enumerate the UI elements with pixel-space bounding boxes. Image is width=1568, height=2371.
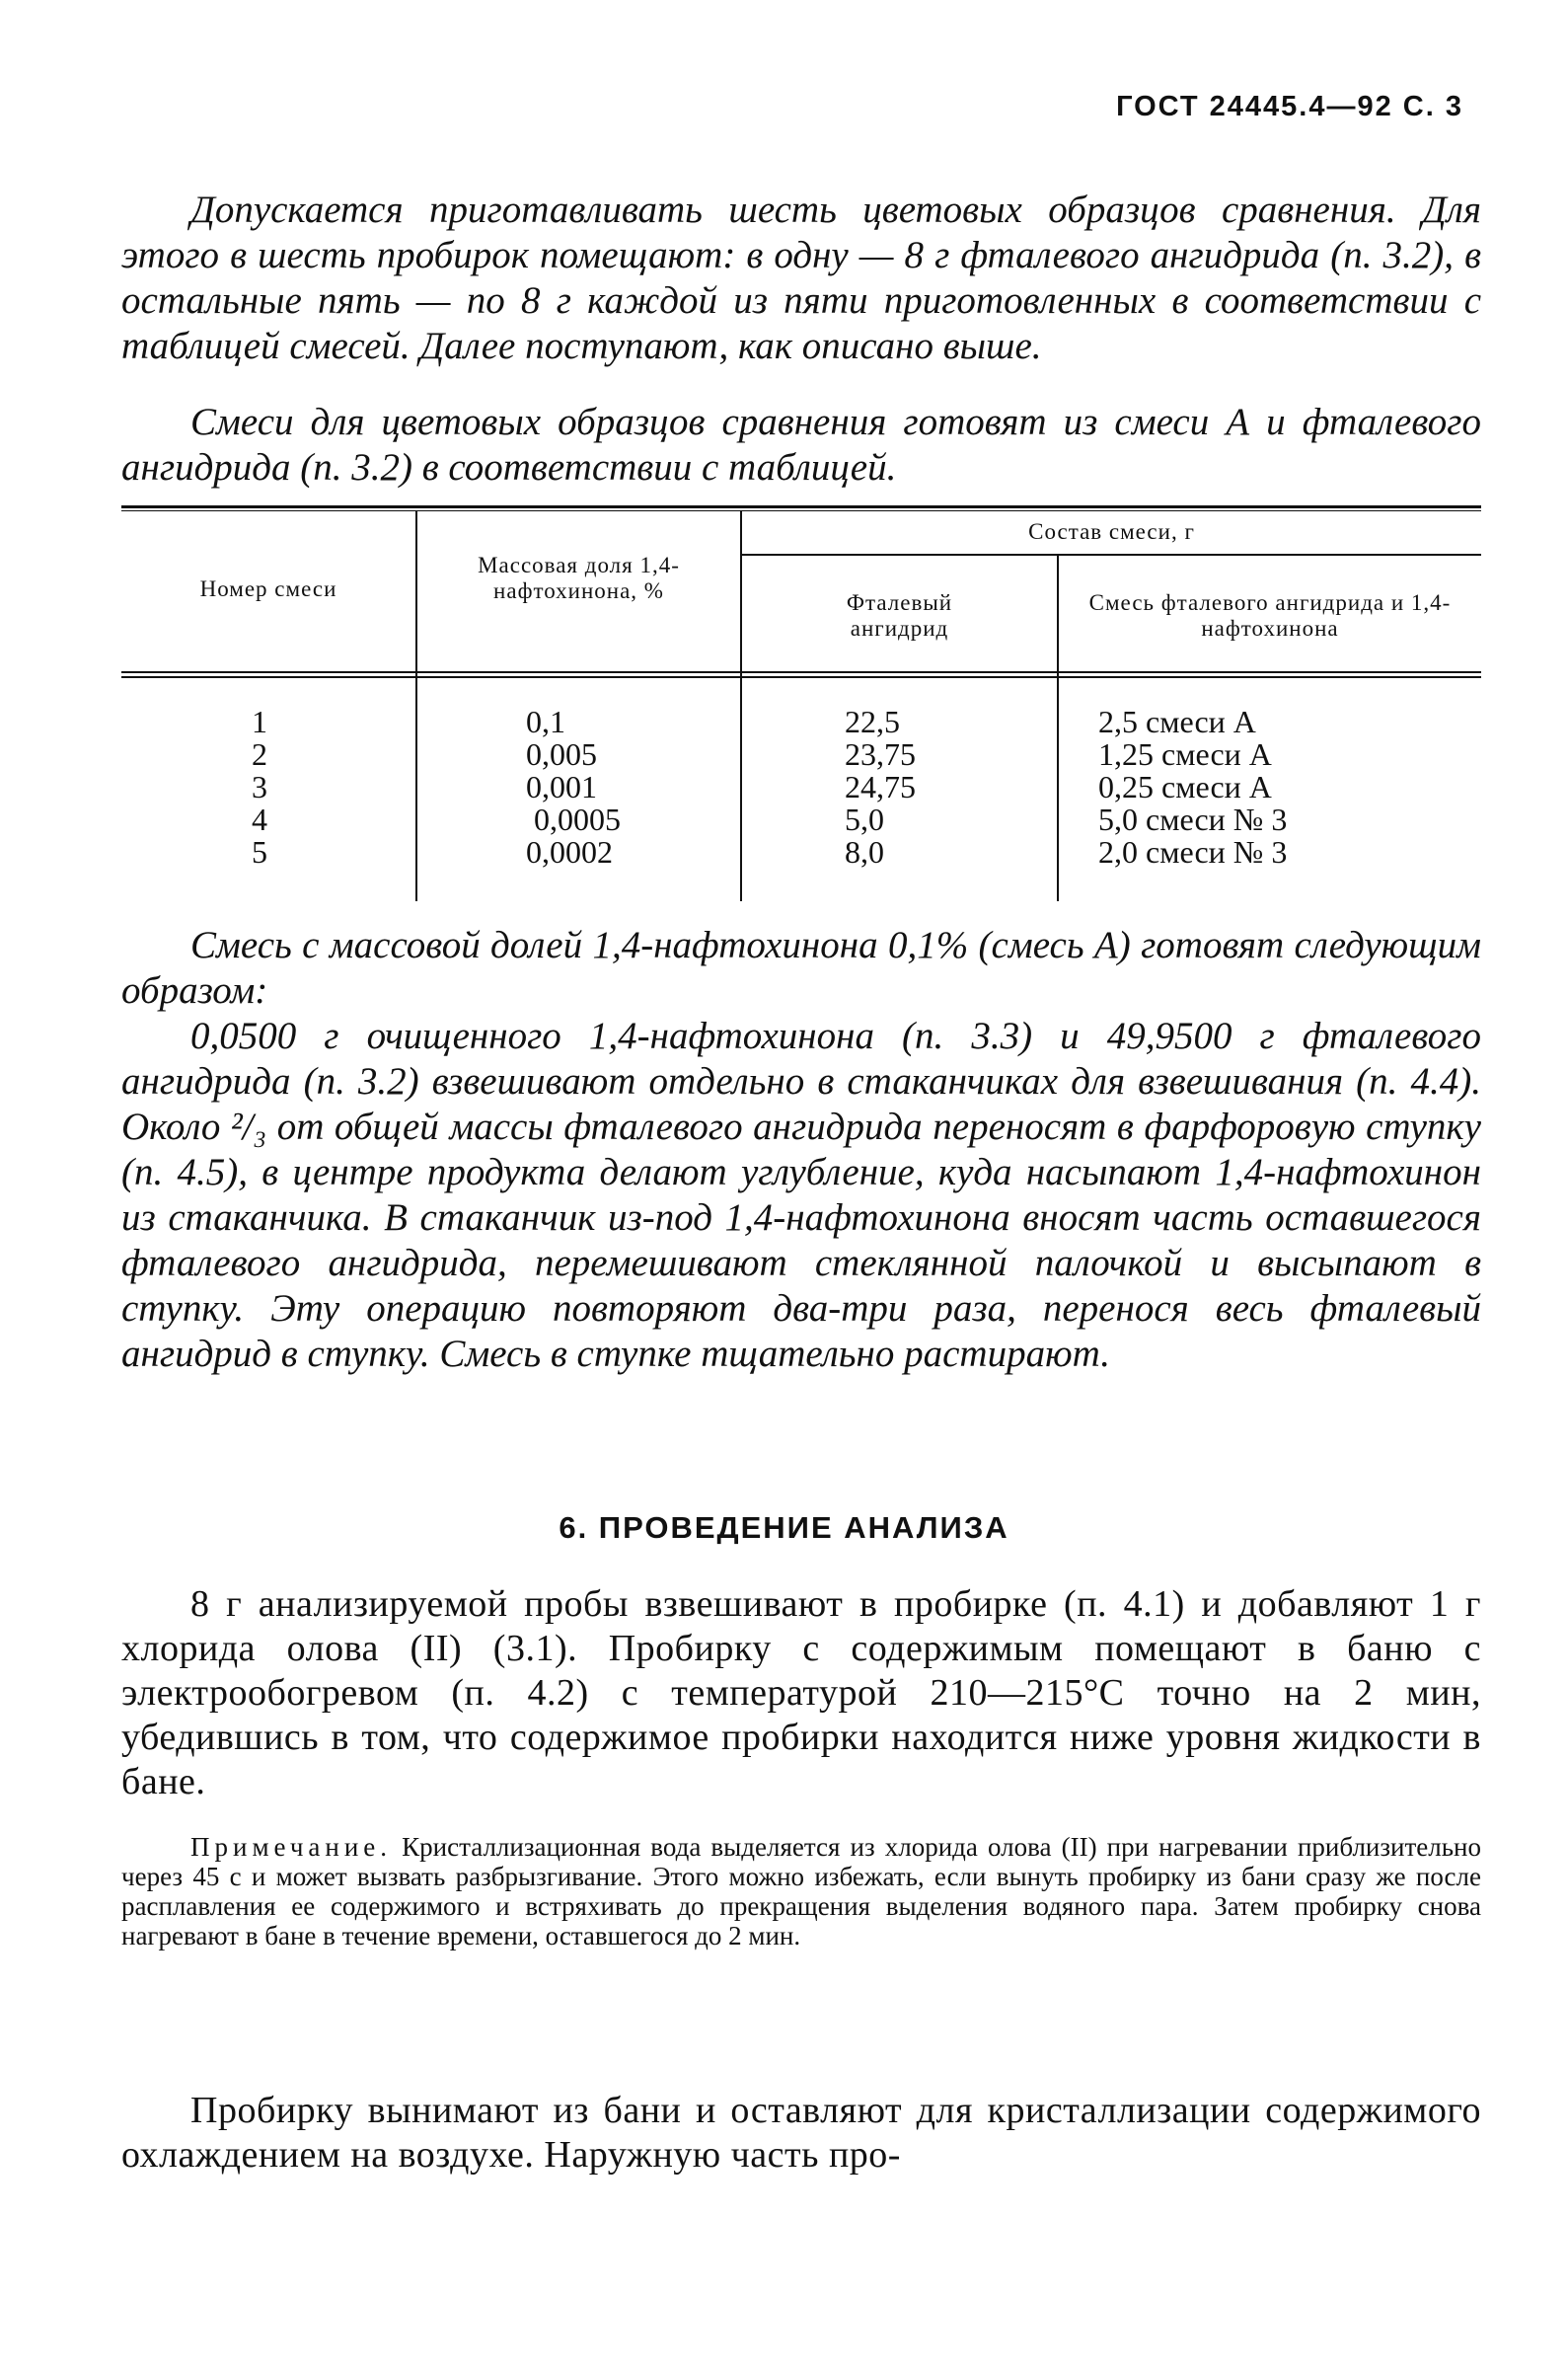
table-cell: 0,25 смеси А	[1098, 769, 1272, 804]
col-header-anhydride: Фталевый ангидрид	[846, 590, 953, 641]
table-cell: 22,5	[845, 704, 900, 739]
paragraph-mixtures-intro: Смеси для цветовых образцов сравнения готовят из смеси А и фталевого ангидрида (п. 3.2) в соответствии с таблицей.	[121, 401, 1481, 489]
column-fraction	[526, 706, 664, 869]
table-header-rule-2	[121, 676, 1481, 678]
table-cell: 5	[252, 834, 267, 870]
table-cell: 8,0	[845, 834, 884, 870]
paragraph-mixture-a: Смесь с массовой долей 1,4-нафтохинона 0,1% (смесь А) готовят следующим образом:	[121, 924, 1481, 1012]
paragraph-analysis: 8 г анализируемой пробы взвешивают в пробирке (п. 4.1) и добавляют 1 г хлорида олова (II) (3.1). Пробирку с содержимым помещают в баню с электрообогревом (п. 4.2) с температурой 210—215°С точно на 2 мин, убедившись в том, что содержимое пробирки находится ниже уровня жидкости в бане.	[121, 1583, 1481, 1802]
column-number	[230, 706, 289, 869]
paragraph-crystallization: Пробирку вынимают из бани и оставляют для кристаллизации содержимого охлаждением на воздухе. Наружную часть про-	[121, 2090, 1481, 2176]
column-mixture	[1098, 706, 1454, 869]
table-cell: 2	[252, 736, 267, 772]
table-cell: 0,0005	[534, 802, 621, 837]
table-cell: 5,0 смеси № 3	[1098, 802, 1288, 837]
section-title: 6. ПРОВЕДЕНИЕ АНАЛИЗА	[559, 1510, 1009, 1545]
table-cell: 1,25 смеси А	[1098, 736, 1272, 772]
note	[121, 1832, 1481, 1950]
table-cell: 3	[252, 769, 267, 804]
table-group-rule	[740, 554, 1481, 556]
table-top-rule	[121, 505, 1481, 508]
col-header-mixture: Смесь фталевого ангидрида и 1,4-нафтохинона	[1088, 590, 1452, 641]
table-vline-2	[740, 510, 742, 901]
paragraph-alternative-samples: Допускается приготавливать шесть цветовых образцов сравнения. Для этого в шесть пробирок помещают: в одну — 8 г фталевого ангидрида (п. 3.2), в остальные пять — по 8 г каждой из пяти приготовленных в соответствии с таблицей смесей. Далее поступают, как описано выше.	[121, 189, 1481, 367]
col-header-fraction: Массовая доля 1,4-нафтохинона, %	[478, 553, 680, 603]
table-cell: 2,0 смеси № 3	[1098, 834, 1288, 870]
paragraph-mixture-a-procedure: 0,0500 г очищенного 1,4-нафтохинона (п. 3.3) и 49,9500 г фталевого ангидрида (п. 3.2) взвешивают отдельно в стаканчиках для взвешивания (п. 4.4). Около ²/₃ от общей массы фталевого ангидрида переносят в фарфоровую ступку (п. 4.5), в центре продукта делают углубление, куда насыпают 1,4-нафтохинон из стаканчика. В стаканчик из-под 1,4-нафтохинона вносят часть оставшегося фталевого ангидрида, перемешивают стеклянной палочкой и высыпают в ступку. Эту операцию повторяют два-три раза, перенося весь фталевый ангидрид в ступку. Смесь в ступке тщательно растирают.	[121, 1015, 1481, 1375]
col-header-group: Состав смеси, г	[1028, 519, 1195, 544]
table-cell: 23,75	[845, 736, 916, 772]
table-cell: 1	[252, 704, 267, 739]
table-cell: 0,1	[526, 704, 565, 739]
table-cell: 0,005	[526, 736, 597, 772]
table-cell: 5,0	[845, 802, 884, 837]
col-header-number: Номер смеси	[199, 576, 337, 601]
table-cell: 0,001	[526, 769, 597, 804]
page-header: ГОСТ 24445.4—92 С. 3	[1116, 91, 1463, 122]
column-anhydride	[845, 706, 963, 869]
table-cell: 0,0002	[526, 834, 613, 870]
mixtures-table	[121, 505, 1481, 916]
table-cell: 24,75	[845, 769, 916, 804]
table-cell: 2,5 смеси А	[1098, 704, 1256, 739]
table-cell: 4	[252, 802, 267, 837]
note-label: Примечание.	[190, 1832, 393, 1862]
table-top-rule-thin	[121, 510, 1481, 511]
note-text: Кристаллизационная вода выделяется из хлорида олова (II) при нагревании приблизительно через 45 с и может вызвать разбрызгивание. Этого можно избежать, если вынуть пробирку из бани сразу же после расплавления ее содержимого и встряхивать до прекращения выделения водяного пара. Затем пробирку снова нагревают в бане в течение времени, оставшегося до 2 мин.	[121, 1832, 1481, 1950]
table-header-rule	[121, 671, 1481, 673]
